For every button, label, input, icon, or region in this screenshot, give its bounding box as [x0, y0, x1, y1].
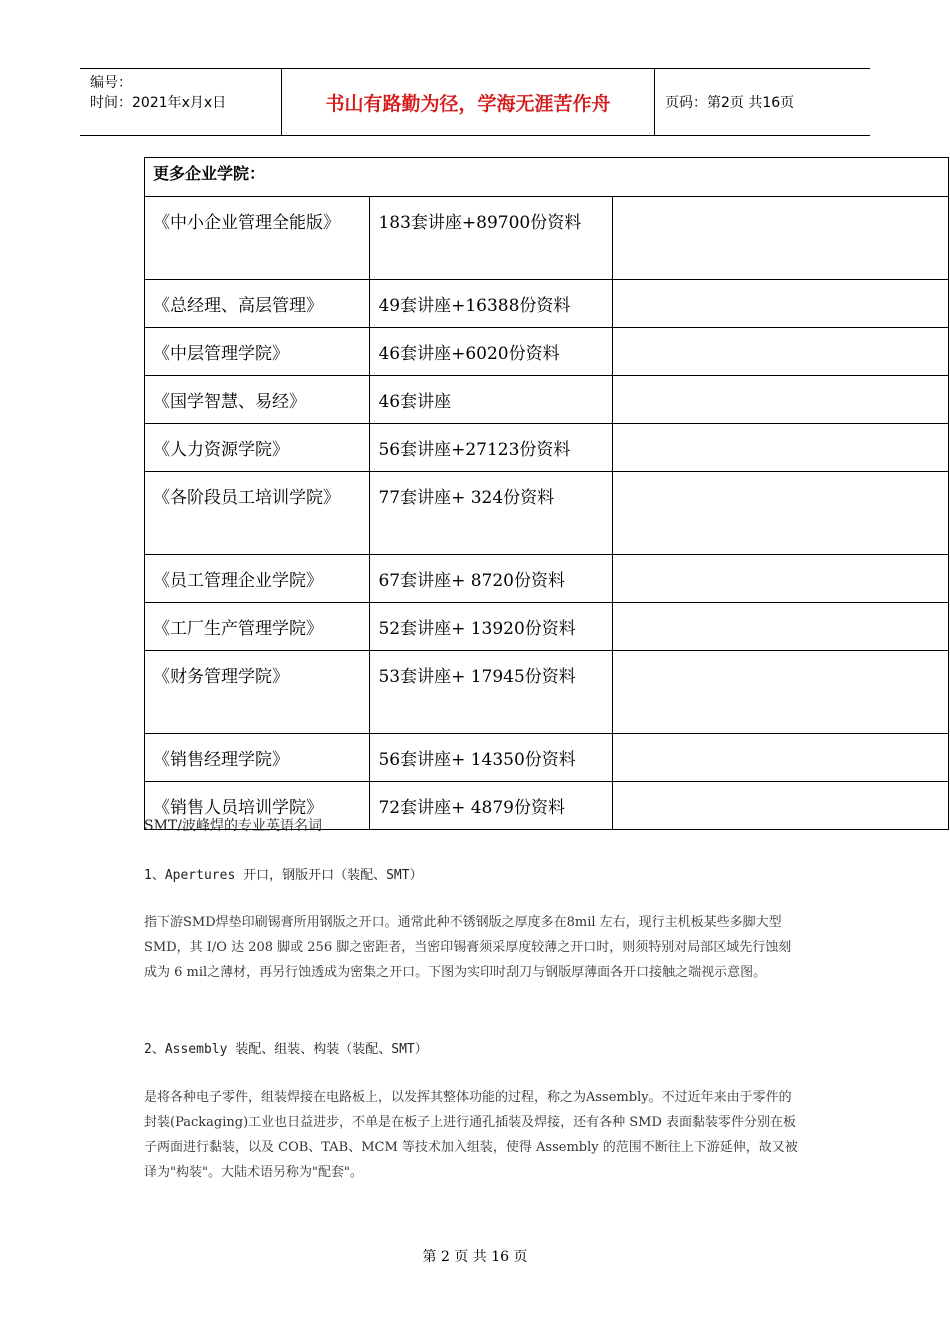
- term-description: 是将各种电子零件，组装焊接在电路板上，以发挥其整体功能的过程，称之为Assembly。不过近年来由于零件的封装(Packaging)工业也日益进步，不单是在板子上进行通孔插装及焊接，还有各种 SMD 表面黏装零件分别在板子两面进行黏装，以及 COB、TAB、MCM 等技术加入组装，使得 Assembly 的范围不断往上下游延伸，故又被译为"构装"。大陆术语另称为"配套"。: [144, 1090, 798, 1180]
- catalog-name: 《各阶段员工培训学院》: [145, 472, 370, 555]
- header-meta: [80, 69, 282, 135]
- catalog-empty-cell: [612, 424, 948, 472]
- catalog-table: [144, 157, 949, 830]
- table-row: [145, 555, 949, 603]
- catalog-detail: 52套讲座+ 13920份资料: [370, 603, 613, 651]
- article-title: SMT/波峰焊的专业英语名词: [144, 818, 322, 834]
- term-heading: 2、Assembly 装配、组装、构装（装配、SMT）: [144, 1042, 428, 1057]
- catalog-name: 《国学智慧、易经》: [145, 376, 370, 424]
- table-row: [145, 734, 949, 782]
- page-footer: 第 2 页 共 16 页: [422, 1249, 528, 1265]
- table-row: [145, 472, 949, 555]
- table-row: [145, 651, 949, 734]
- catalog-name: 《中层管理学院》: [145, 328, 370, 376]
- catalog-title: 更多企业学院：: [145, 158, 949, 197]
- catalog-empty-cell: [612, 651, 948, 734]
- table-row: [145, 376, 949, 424]
- catalog-name: 《总经理、高层管理》: [145, 280, 370, 328]
- catalog-empty-cell: [612, 555, 948, 603]
- catalog-empty-cell: [612, 197, 948, 280]
- time-label: 时间：2021年x月x日: [90, 95, 227, 111]
- catalog-empty-cell: [612, 734, 948, 782]
- term-description: 指下游SMD焊垫印刷锡膏所用钢版之开口。通常此种不锈钢版之厚度多在8mil 左右，现行主机板某些多脚大型SMD，其 I/O 达 208 脚或 256 脚之密距者，当密印锡膏须采厚度较薄之开口时，则须特别对局部区域先行蚀刻成为 6 mil之薄材，再另行蚀透成为密集之开口。下图为实印时刮刀与钢版厚薄面各开口接触之端视示意图。: [144, 915, 792, 980]
- catalog-name: 《中小企业管理全能版》: [145, 197, 370, 280]
- catalog-empty-cell: [612, 280, 948, 328]
- catalog-detail: 67套讲座+ 8720份资料: [370, 555, 613, 603]
- table-row: [145, 603, 949, 651]
- catalog-detail: 56套讲座+ 14350份资料: [370, 734, 613, 782]
- catalog-name: 《销售经理学院》: [145, 734, 370, 782]
- catalog-detail: 46套讲座: [370, 376, 613, 424]
- table-row: [145, 197, 949, 280]
- header-page-info: 页码：第2页 共16页: [665, 95, 795, 111]
- table-row: [145, 424, 949, 472]
- catalog-detail: 77套讲座+ 324份资料: [370, 472, 613, 555]
- catalog-detail: 183套讲座+89700份资料: [370, 197, 613, 280]
- header-motto: 书山有路勤为径，学海无涯苦作舟: [282, 69, 655, 135]
- catalog-name: 《工厂生产管理学院》: [145, 603, 370, 651]
- catalog-detail: 53套讲座+ 17945份资料: [370, 651, 613, 734]
- catalog-empty-cell: [612, 328, 948, 376]
- catalog-name: 《员工管理企业学院》: [145, 555, 370, 603]
- catalog-detail: 49套讲座+16388份资料: [370, 280, 613, 328]
- catalog-empty-cell: [612, 376, 948, 424]
- catalog-empty-cell: [612, 472, 948, 555]
- catalog-detail: 46套讲座+6020份资料: [370, 328, 613, 376]
- catalog-name: 《财务管理学院》: [145, 651, 370, 734]
- catalog-detail: 56套讲座+27123份资料: [370, 424, 613, 472]
- catalog-empty-cell: [612, 603, 948, 651]
- page-header: [80, 68, 870, 136]
- table-row: [145, 328, 949, 376]
- catalog-name: 《人力资源学院》: [145, 424, 370, 472]
- table-row: [145, 280, 949, 328]
- catalog-detail: 72套讲座+ 4879份资料: [370, 782, 613, 830]
- catalog-name: 《销售人员培训学院》: [145, 782, 370, 830]
- term-heading: 1、Apertures 开口，钢版开口（装配、SMT）: [144, 868, 423, 883]
- number-label: 编号：: [90, 75, 132, 91]
